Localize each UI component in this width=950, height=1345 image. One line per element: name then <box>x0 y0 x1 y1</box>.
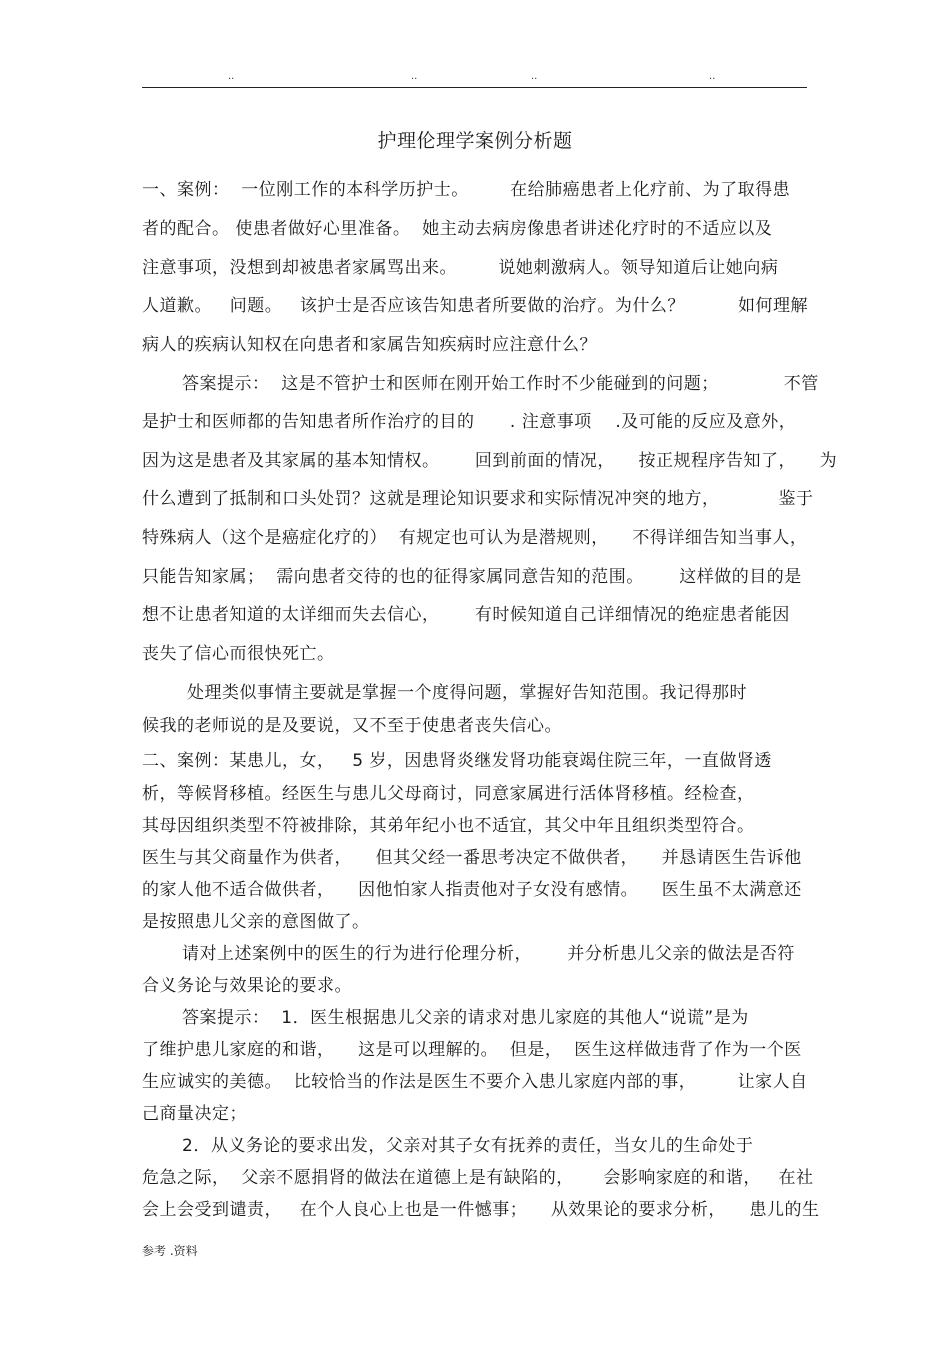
text-line: 特殊病人（这个是癌症化疗的） 有规定也可认为是潜规则， 不得详细告知当事人， <box>142 528 808 548</box>
page-header <box>0 72 950 86</box>
text-line: 危急之际， 父亲不愿捐肾的做法在道德上是有缺陷的， 会影响家庭的和谐， 在社 <box>142 1168 814 1188</box>
text-line: 注意事项，没想到却被患者家属骂出来。 说她刺激病人。领导知道后让她向病 <box>142 258 779 278</box>
text-line: 是按照患儿父亲的意图做了。 <box>142 912 370 932</box>
text-line: 只能告知家属； 需向患者交待的也的征得家属同意告知的范围。 这样做的目的是 <box>142 567 802 587</box>
header-mark: .. <box>531 71 538 82</box>
text-line: 者的配合。 使患者做好心里准备。 她主动去病房像患者讲述化疗时的不适应以及 <box>142 219 773 239</box>
text-line: 想不让患者知道的太详细而失去信心， 有时候知道自己详细情况的绝症患者能因 <box>142 605 790 625</box>
text-line: 因为这是患者及其家属的基本知情权。 回到前面的情况， 按正规程序告知了， 为 <box>142 451 838 471</box>
text-line: 答案提示： 这是不管护士和医师在刚开始工作时不少能碰到的问题； 不管 <box>182 374 819 394</box>
header-mark: .. <box>228 71 235 82</box>
text-line: 会上会受到谴责， 在个人良心上也是一件憾事； 从效果论的要求分析， 患儿的生 <box>142 1200 820 1220</box>
text-line: 其母因组织类型不符被排除，其弟年纪小也不适宜，其父中年且组织类型符合。 <box>142 816 755 836</box>
text-line: 候我的老师说的是及要说，又不至于使患者丧失信心。 <box>142 716 562 736</box>
header-mark: .. <box>709 71 716 82</box>
text-line: 一、案例： 一位刚工作的本科学历护士。 在给肺癌患者上化疗前、为了取得患 <box>142 180 791 200</box>
page-footer: 参考 .资料 <box>142 1244 198 1258</box>
text-line: 己商量决定； <box>142 1104 247 1124</box>
text-line: 医生与其父商量作为供者， 但其父经一番思考决定不做供者， 并恳请医生告诉他 <box>142 848 802 868</box>
text-line: 的家人他不适合做供者， 因他怕家人指责他对子女没有感情。 医生虽不太满意还 <box>142 880 802 900</box>
text-line: 答案提示： 1．医生根据患儿父亲的请求对患儿家庭的其他人“说谎”是为 <box>182 1008 749 1028</box>
text-line: 是护士和医师都的告知患者所作治疗的目的 . 注意事项 .及可能的反应及意外， <box>142 412 797 432</box>
text-line: 请对上述案例中的医生的行为进行伦理分析， 并分析患儿父亲的做法是否符 <box>182 944 795 964</box>
text-line: 析，等候肾移植。经医生与患儿父母商讨，同意家属进行活体肾移植。经检查， <box>142 784 755 804</box>
document-title: 护理伦理学案例分析题 <box>377 130 573 152</box>
text-line: 二、案例：某患儿，女， 5 岁，因患肾炎继发肾功能衰竭住院三年，一直做肾透 <box>142 751 772 771</box>
text-line: 生应诚实的美德。 比较恰当的作法是医生不要介入患儿家庭内部的事， 让家人自 <box>142 1072 808 1092</box>
text-line: 2．从义务论的要求出发，父亲对其子女有抚养的责任，当女儿的生命处于 <box>182 1136 754 1156</box>
text-line: 合义务论与效果论的要求。 <box>142 976 352 996</box>
text-line: 什么遭到了抵制和口头处罚？这就是理论知识要求和实际情况冲突的地方， 鉴于 <box>142 489 814 509</box>
text-line: 了维护患儿家庭的和谐， 这是可以理解的。 但是， 医生这样做违背了作为一个医 <box>142 1040 802 1060</box>
header-rule <box>142 87 807 88</box>
text-line: 丧失了信心而很快死亡。 <box>142 644 335 664</box>
text-line: 处理类似事情主要就是掌握一个度得问题，掌握好告知范围。我记得那时 <box>187 683 747 703</box>
text-line: 病人的疾病认知权在向患者和家属告知疾病时应注意什么？ <box>142 335 597 355</box>
header-mark: .. <box>411 71 418 82</box>
text-line: 人道歉。 问题。 该护士是否应该告知患者所要做的治疗。为什么？ 如何理解 <box>142 296 809 316</box>
